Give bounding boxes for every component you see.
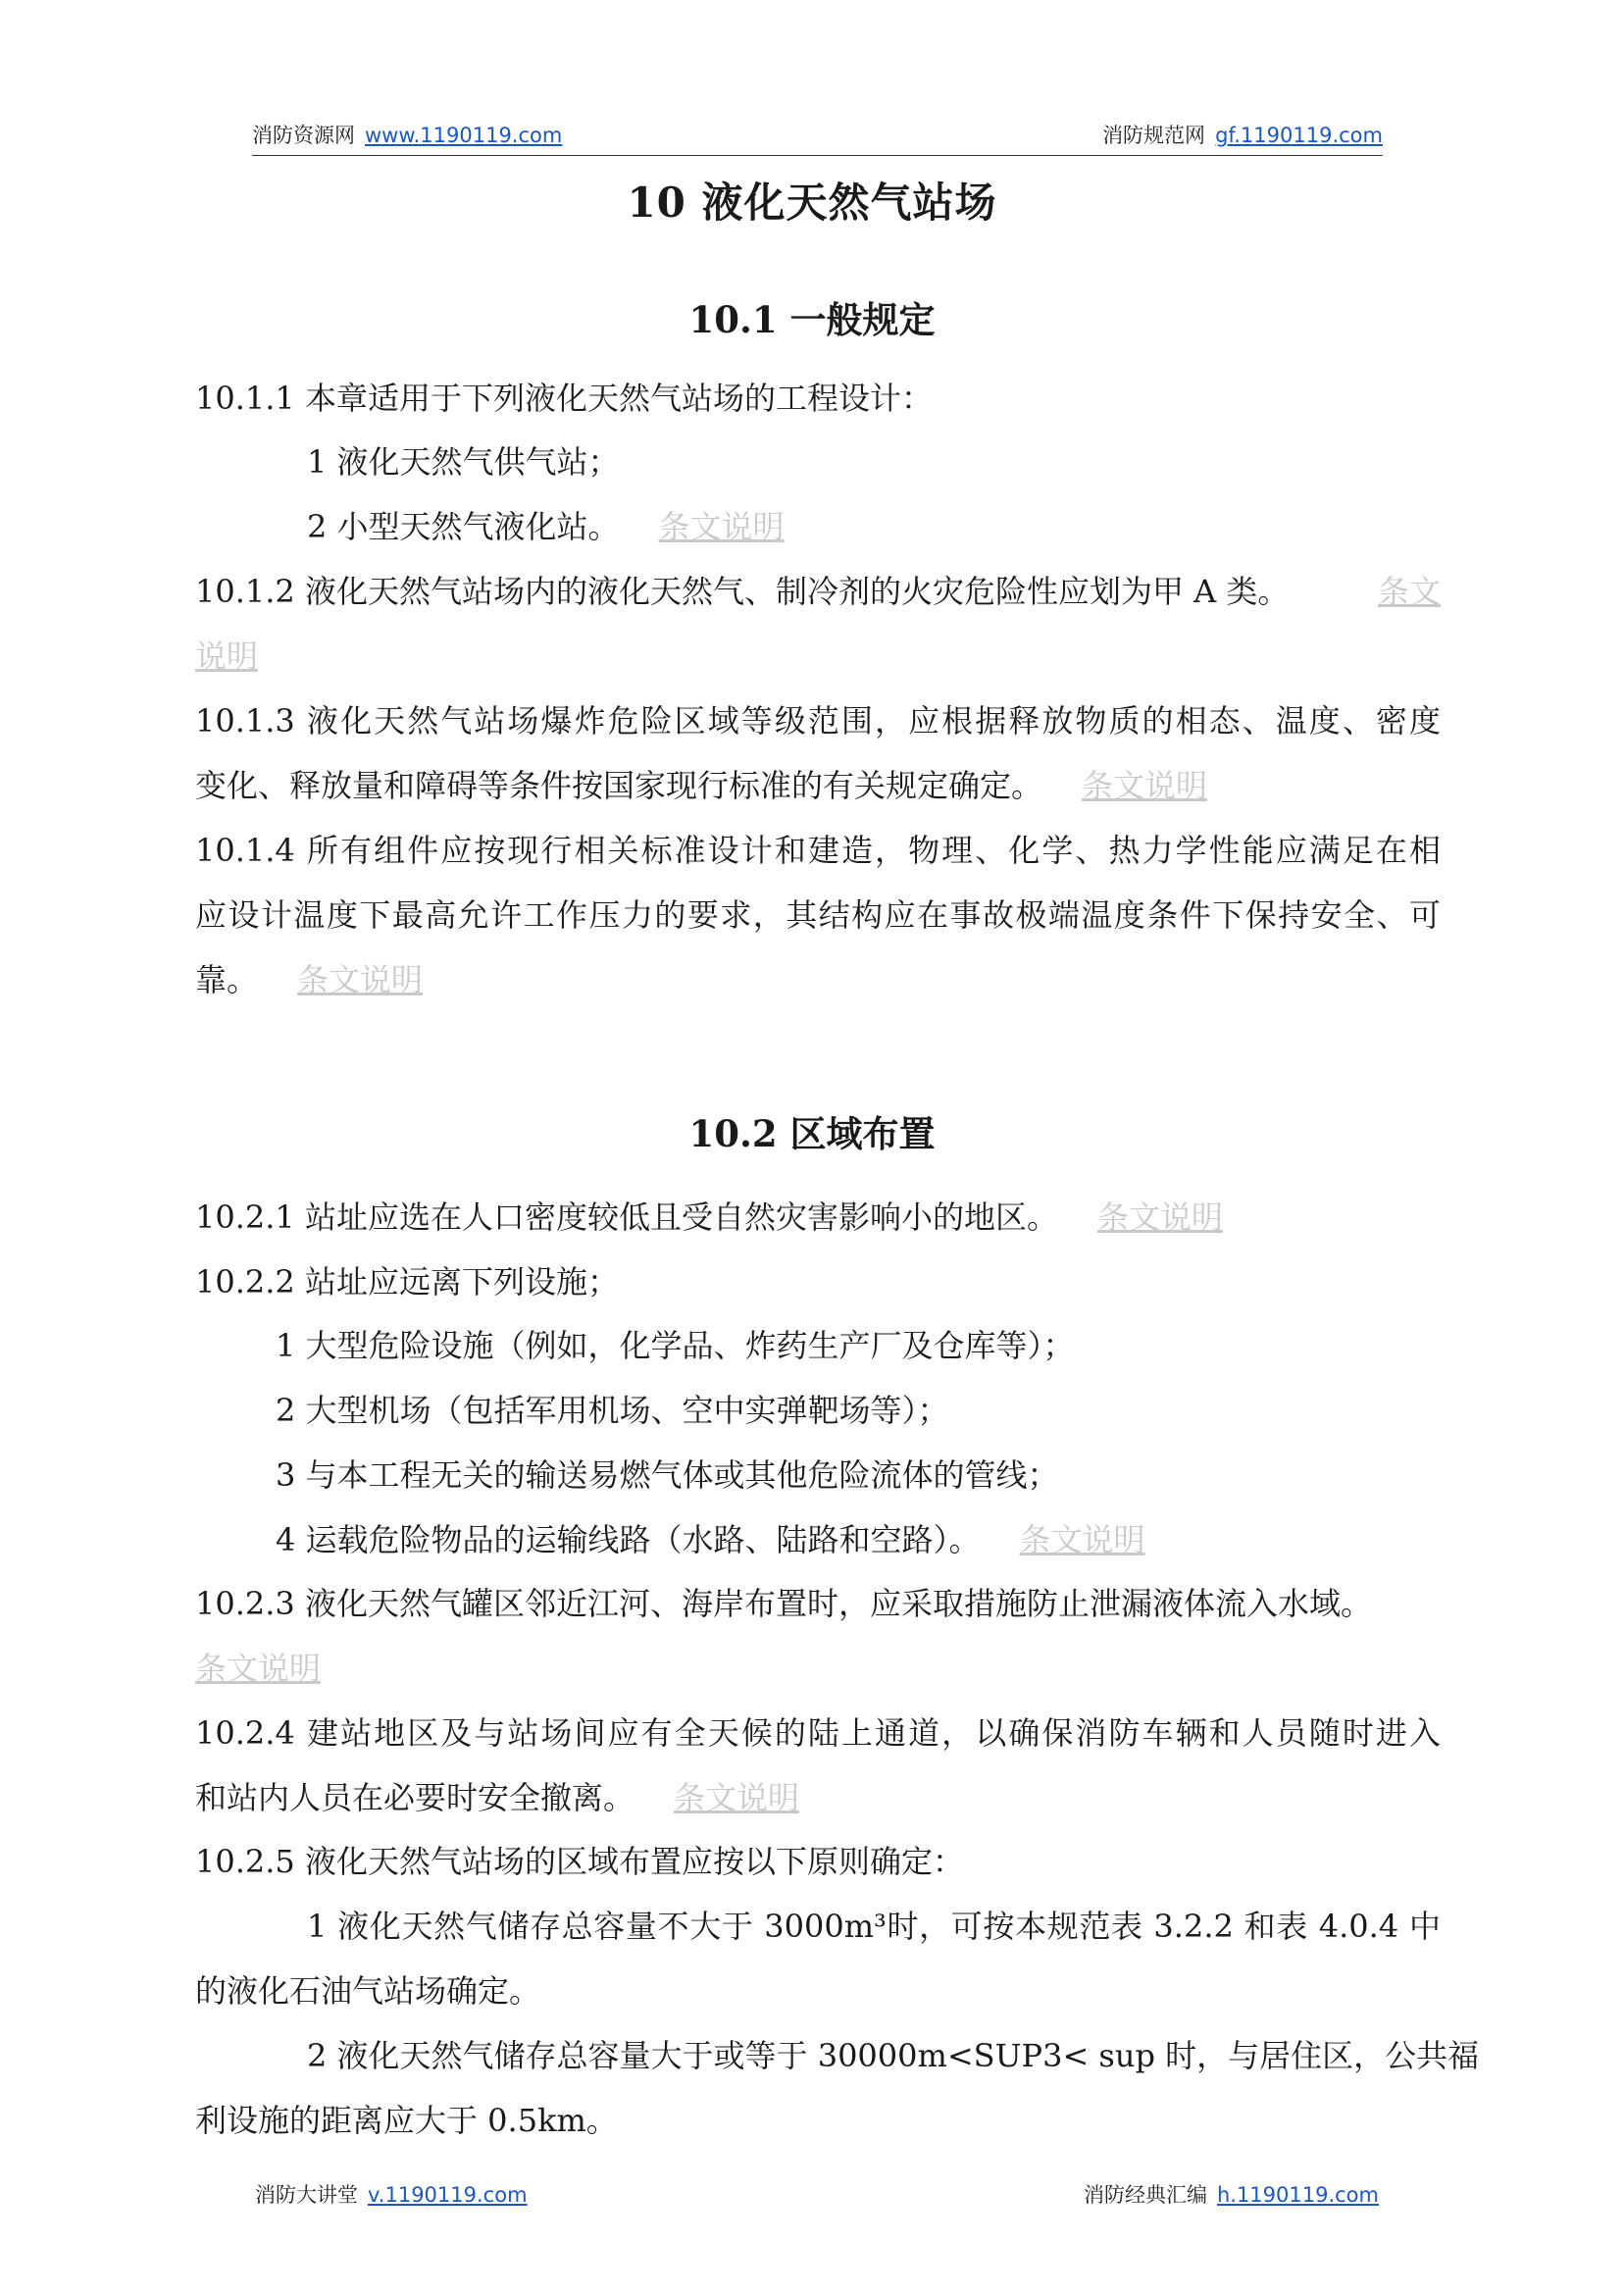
clause-text: 2 大型机场（包括军用机场、空中实弹靶场等）；	[276, 1392, 949, 1429]
clause-text: 10.1.4 所有组件应按现行相关标准设计和建造，物理、化学、热力学性能应满足在相	[195, 832, 1441, 869]
clause-10-2-5-item-1-cont	[195, 1971, 1441, 2011]
clause-10-2-5-item-2-cont	[195, 2101, 1441, 2140]
clause-explanation-link[interactable]: 条文说明	[297, 961, 424, 998]
section-title-10-2: 10.2 区域布置	[688, 1112, 936, 1155]
footer-right	[1084, 2179, 1379, 2209]
clause-text: 10.1.3 液化天然气站场爆炸危险区域等级范围，应根据释放物质的相态、温度、密度	[195, 702, 1441, 739]
clause-10-1-3-cont	[195, 766, 1441, 805]
footer-right-label: 消防经典汇编	[1083, 2183, 1207, 2207]
clause-text: 的液化石油气站场确定。	[195, 1972, 541, 2010]
clause-text: 10.2.4 建站地区及与站场间应有全天候的陆上通道，以确保消防车辆和人员随时进入	[195, 1714, 1441, 1752]
clause-10-1-4	[195, 831, 1441, 870]
clause-10-2-3	[195, 1584, 1441, 1623]
footer-left-link[interactable]: v.1190119.com	[368, 2183, 528, 2207]
clause-10-1-1-item-1	[307, 442, 1552, 482]
clause-10-1-1-item-2	[307, 507, 1552, 546]
clause-10-2-1	[195, 1198, 1441, 1237]
clause-10-2-2-item-3	[276, 1455, 1521, 1495]
clause-10-1-2-cont	[195, 637, 1441, 676]
clause-text: 10.2.2 站址应远离下列设施；	[195, 1263, 619, 1300]
footer-left-label: 消防大讲堂	[255, 2183, 358, 2207]
clause-text: 10.2.3 液化天然气罐区邻近江河、海岸布置时，应采取措施防止泄漏液体流入水域。	[195, 1585, 1372, 1622]
header-left-link[interactable]: www.1190119.com	[365, 124, 563, 147]
clause-explanation-link[interactable]: 条文说明	[1082, 767, 1208, 804]
clause-10-1-2	[195, 572, 1441, 611]
clause-text: 和站内人员在必要时安全撤离。	[195, 1779, 635, 1816]
clause-explanation-link[interactable]: 条文说明	[674, 1779, 800, 1816]
header-left-label: 消防资源网	[252, 124, 355, 147]
clause-text: 1 大型危险设施（例如，化学品、炸药生产厂及仓库等）；	[276, 1327, 1075, 1364]
clause-text: 应设计温度下最高允许工作压力的要求，其结构应在事故极端温度条件下保持安全、可	[195, 896, 1441, 934]
clause-10-1-4-cont-2	[195, 960, 1441, 999]
header-right	[1102, 120, 1383, 149]
clause-text: 10.1.2 液化天然气站场内的液化天然气、制冷剂的火灾危险性应划为甲 A 类。	[195, 573, 1290, 610]
clause-10-2-5-item-2	[307, 2036, 1480, 2075]
clause-10-1-1	[195, 379, 1441, 418]
clause-text: 1 液化天然气供气站；	[307, 443, 620, 481]
clause-text: 变化、释放量和障碍等条件按国家现行标准的有关规定确定。	[195, 767, 1043, 804]
clause-text: 10.2.5 液化天然气站场的区域布置应按以下原则确定：	[195, 1843, 964, 1880]
clause-10-2-2	[195, 1262, 1441, 1301]
section-title-10-1: 10.1 一般规定	[688, 298, 936, 341]
clause-text: 10.2.1 站址应选在人口密度较低且受自然灾害影响小的地区。	[195, 1198, 1058, 1236]
header-left	[252, 120, 562, 149]
clause-10-2-5-item-1	[307, 1907, 1441, 1946]
clause-explanation-link[interactable]: 条文说明	[1019, 1521, 1145, 1558]
clause-explanation-link[interactable]: 条文说明	[658, 508, 785, 545]
clause-text: 1 液化天然气储存总容量不大于 3000m³时，可按本规范表 3.2.2 和表 4.0.4 中	[307, 1908, 1441, 1945]
clause-text: 3 与本工程无关的输送易燃气体或其他危险流体的管线；	[276, 1456, 1059, 1494]
clause-explanation-link[interactable]: 条文	[1377, 573, 1441, 610]
header-right-label: 消防规范网	[1102, 124, 1206, 147]
chapter-title: 10 液化天然气站场	[627, 178, 997, 227]
clause-10-1-4-cont	[195, 895, 1441, 935]
clause-10-2-2-item-2	[276, 1391, 1521, 1430]
clause-text: 2 液化天然气储存总容量大于或等于 30000m<SUP3< sup 时，与居住区，公共福	[307, 2037, 1480, 2074]
clause-10-2-5	[195, 1842, 1441, 1881]
clause-text: 利设施的距离应大于 0.5km。	[195, 2102, 618, 2139]
page-footer	[252, 2175, 1383, 2215]
header-right-link[interactable]: gf.1190119.com	[1215, 124, 1383, 147]
clause-10-2-3-cont	[195, 1649, 1441, 1688]
clause-explanation-link[interactable]: 说明	[195, 637, 259, 675]
clause-text: 靠。	[195, 961, 259, 998]
clause-10-2-4-cont	[195, 1778, 1441, 1817]
clause-explanation-link[interactable]: 条文说明	[1096, 1198, 1223, 1236]
clause-text: 10.1.1 本章适用于下列液化天然气站场的工程设计：	[195, 380, 933, 417]
clause-text: 2 小型天然气液化站。	[307, 508, 620, 545]
clause-explanation-link[interactable]: 条文说明	[195, 1650, 322, 1687]
clause-10-2-4	[195, 1713, 1441, 1753]
clause-text: 4 运载危险物品的运输线路（水路、陆路和空路）。	[276, 1521, 981, 1558]
footer-left	[255, 2179, 528, 2209]
page-header	[252, 116, 1383, 156]
clause-10-1-3	[195, 701, 1441, 740]
clause-10-2-2-item-1	[276, 1326, 1521, 1365]
clause-10-2-2-item-4	[276, 1520, 1521, 1559]
footer-right-link[interactable]: h.1190119.com	[1216, 2183, 1379, 2207]
